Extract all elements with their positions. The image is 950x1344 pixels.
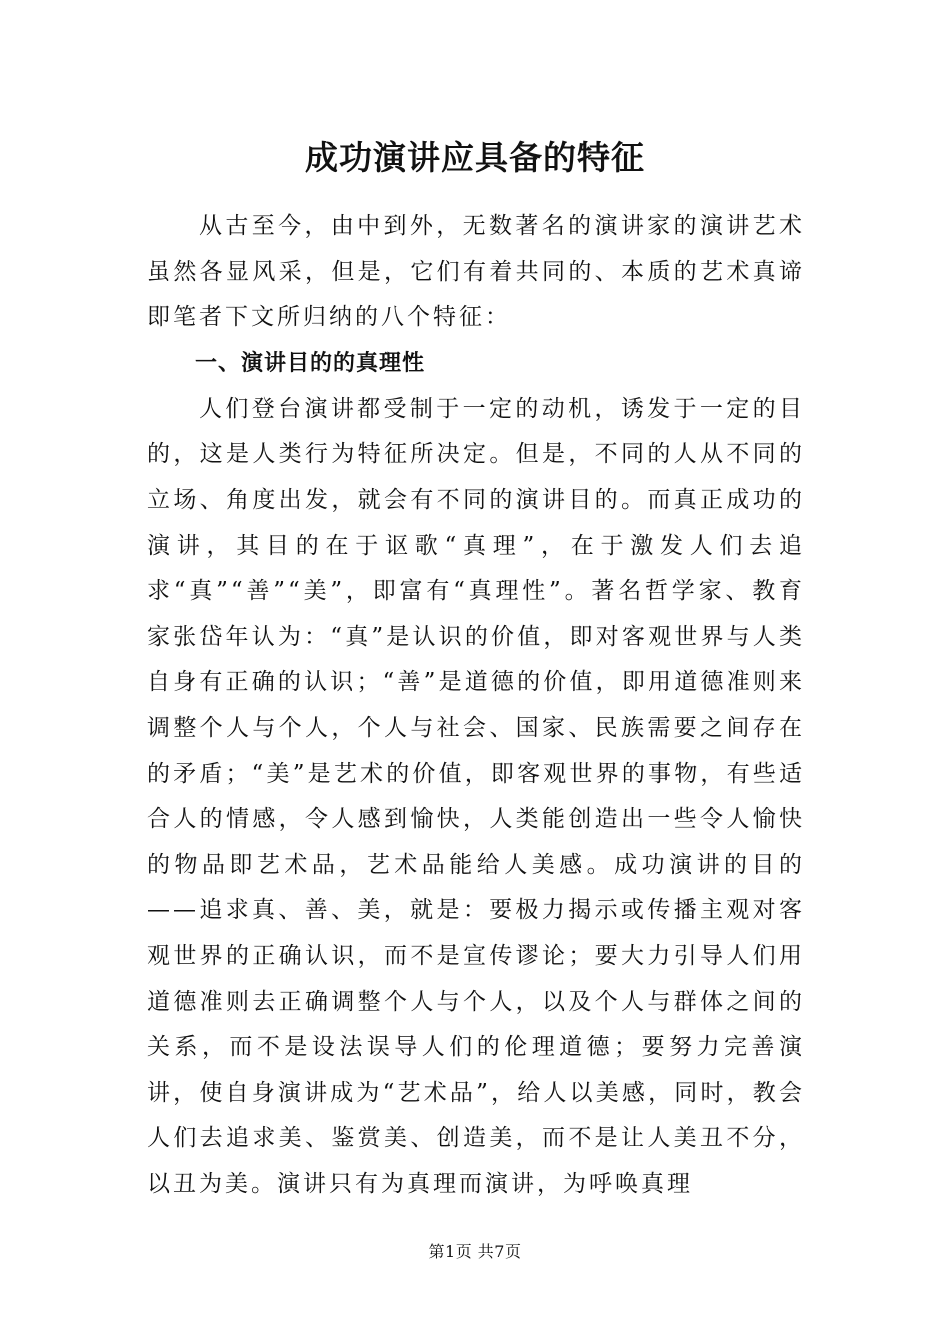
document-body	[147, 204, 805, 1207]
document-title: 成功演讲应具备的特征	[305, 138, 645, 177]
section-heading: 一、演讲目的的真理性	[195, 350, 426, 376]
intro-paragraph: 从古至今，由中到外，无数著名的演讲家的演讲艺术虽然各显风采，但是，它们有着共同的、本质的艺术真谛即笔者下文所归纳的八个特征：	[147, 213, 805, 331]
page-number-footer: 第1页 共7页	[428, 1242, 522, 1261]
section-paragraph: 人们登台演讲都受制于一定的动机，诱发于一定的目的，这是人类行为特征所决定。但是，不同的人从不同的立场、角度出发，就会有不同的演讲目的。而真正成功的演讲，其目的在于讴歌“真理”，在于激发人们去追求“真”“善”“美”，即富有“真理性”。著名哲学家、教育家张岱年认为：“真”是认识的价值，即对客观世界与人类自身有正确的认识；“善”是道德的价值，即用道德准则来调整个人与个人，个人与社会、国家、民族需要之间存在的矛盾；“美”是艺术的价值，即客观世界的事物，有些适合人的情感，令人感到愉快，人类能创造出一些令人愉快的物品即艺术品，艺术品能给人美感。成功演讲的目的——追求真、善、美，就是：要极力揭示或传播主观对客观世界的正确认识，而不是宣传谬论；要大力引导人们用道德准则去正确调整个人与个人，以及个人与群体之间的关系，而不是设法误导人们的伦理道德；要努力完善演讲，使自身演讲成为“艺术品”，给人以美感，同时，教会人们去追求美、鉴赏美、创造美，而不是让人美丑不分，以丑为美。演讲只有为真理而演讲，为呼唤真理	[147, 395, 805, 1197]
